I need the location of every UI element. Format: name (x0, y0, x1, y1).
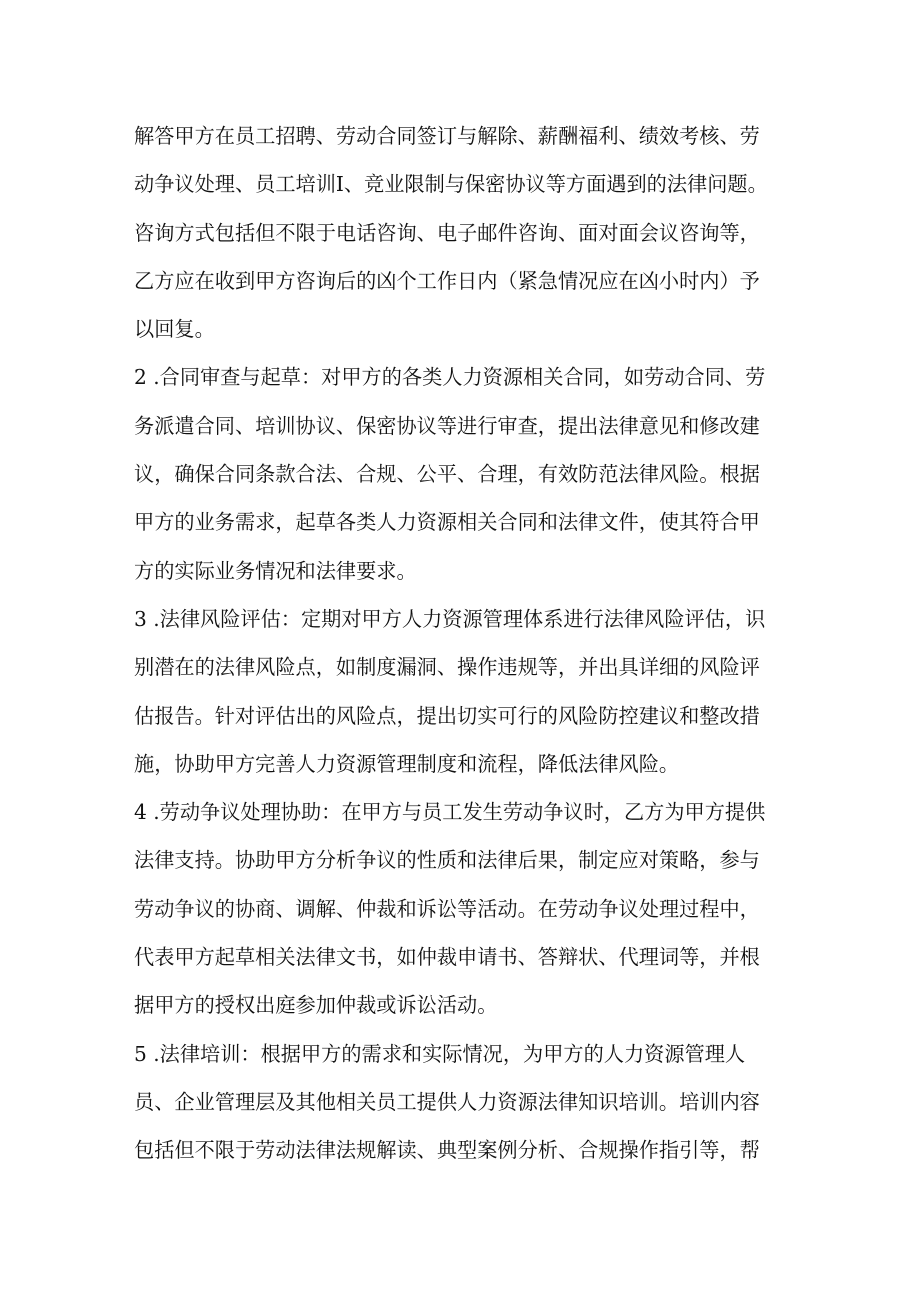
text-line: 劳动争议的协商、调解、仲裁和诉讼等活动。在劳动争议处理过程中， (134, 896, 760, 921)
text-line: 代表甲方起草相关法律文书，如仲裁申请书、答辩状、代理词等，并根 (134, 945, 760, 970)
document-body (134, 112, 774, 1175)
text-line: 以回复。 (134, 317, 215, 342)
text-line: 员、企业管理层及其他相关员工提供人力资源法律知识培训。培训内容 (134, 1089, 760, 1114)
section-4-heading-line: 4 .劳动争议处理协助：在甲方与员工发生劳动争议时，乙方为甲方提供 (134, 800, 766, 825)
text-line: 咨询方式包括但不限于电话咨询、电子邮件咨询、面对面会议咨询等， (134, 220, 760, 245)
text-line: 施，协助甲方完善人力资源管理制度和流程，降低法律风险。 (134, 751, 680, 776)
text-line: 法律支持。协助甲方分析争议的性质和法律后果，制定应对策略，参与 (134, 848, 760, 873)
text-line: 动争议处理、员工培训I、竞业限制与保密协议等方面遇到的法律问题。 (134, 172, 768, 197)
text-line: 乙方应在收到甲方咨询后的凶个工作日内（紧急情况应在凶小时内）予 (134, 268, 760, 293)
section-5-heading-line: 5 .法律培训：根据甲方的需求和实际情况，为甲方的人力资源管理人 (134, 1041, 746, 1066)
section-3-heading-line: 3 .法律风险评估：定期对甲方人力资源管理体系进行法律风险评估，识 (134, 606, 766, 631)
text-line: 解答甲方在员工招聘、劳动合同签订与解除、薪酬福利、绩效考核、劳 (134, 124, 760, 148)
text-line: 据甲方的授权出庭参加仲裁或诉讼活动。 (134, 993, 498, 1018)
text-line: 包括但不限于劳动法律法规解读、典型案例分析、合规操作指引等，帮 (134, 1138, 760, 1163)
section-2-heading-line: 2 .合同审查与起草：对甲方的各类人力资源相关合同，如劳动合同、劳 (134, 365, 766, 390)
text-line: 务派遣合同、培训协议、保密协议等进行审查，提出法律意见和修改建 (134, 413, 760, 438)
text-line: 方的实际业务情况和法律要求。 (134, 558, 417, 583)
text-line: 别潜在的法律风险点，如制度漏洞、操作违规等，并出具详细的风险评 (134, 655, 760, 680)
text-line: 甲方的业务需求，起草各类人力资源相关合同和法律文件，使其符合甲 (134, 510, 760, 535)
text-line: 估报告。针对评估出的风险点，提出切实可行的风险防控建议和整改措 (134, 703, 760, 728)
text-line: 议，确保合同条款合法、合规、公平、合理，有效防范法律风险。根据 (134, 462, 760, 487)
